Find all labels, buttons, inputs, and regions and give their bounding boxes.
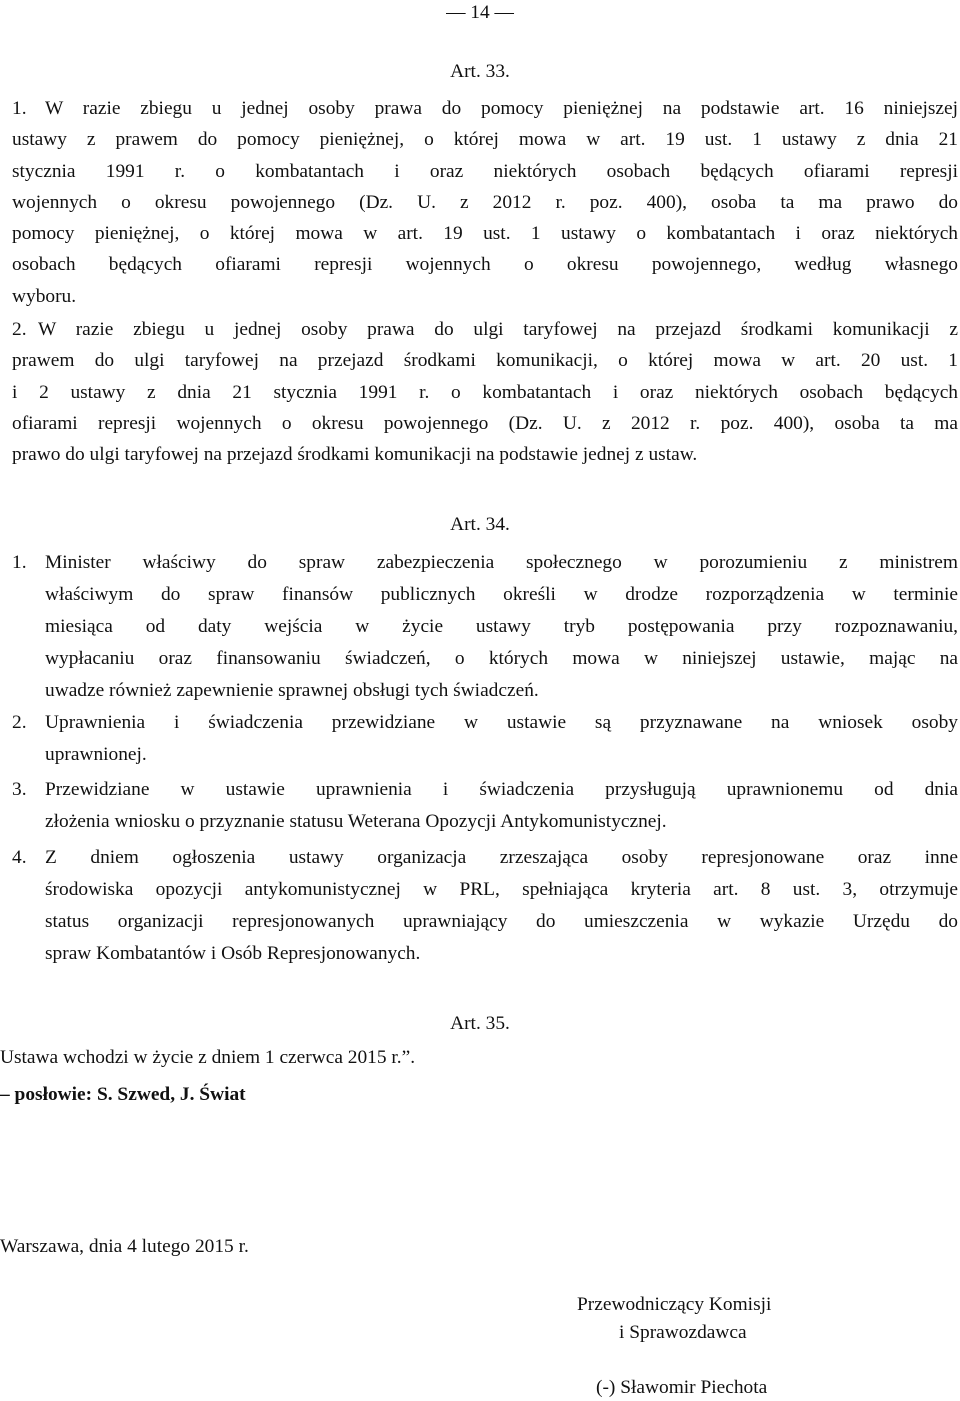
art34-p1-line-5: uwadze również zapewnienie sprawnej obsługi tych świadczeń.: [45, 680, 539, 701]
authors-line: – posłowie: S. Szwed, J. Świat: [0, 1084, 246, 1105]
art34-p4-line-4: spraw Kombatantów i Osób Represjonowanych.: [45, 943, 421, 964]
art33-paragraph-2: [12, 314, 958, 470]
art33-p1-line-5: pomocy pieniężnej, o której mowa w art. 19 ust. 1 ustawy o kombatantach i oraz niektórych: [12, 223, 958, 245]
signature-name: (-) Sławomir Piechota: [596, 1377, 768, 1398]
art33-p2-line-2: prawem do ulgi taryfowej na przejazd środkami komunikacji, o której mowa w art. 20 ust. 1: [12, 350, 958, 372]
art34-p1-line-4: wypłacaniu oraz finansowaniu świadczeń, o których mowa w niniejszej ustawie, mając na: [45, 648, 958, 669]
art33-p1-line-6: osobach będących ofiarami represji wojennych o okresu powojennego, według własnego: [12, 254, 958, 276]
art34-p4-line-2: środowiska opozycji antykomunistycznej w PRL, spełniająca kryteria art. 8 ust. 3, otrzymuje: [45, 879, 958, 900]
art34-p3-line-1: 3. Przewidziane w ustawie uprawnienia i świadczenia przysługują uprawnionemu od dnia: [12, 779, 958, 800]
art33-p1-line-2: ustawy z prawem do pomocy pieniężnej, o której mowa w art. 19 ust. 1 ustawy z dnia 21: [12, 129, 958, 151]
art33-p2-line-5: prawo do ulgi taryfowej na przejazd środkami komunikacji na podstawie jednej z ustaw.: [12, 444, 698, 466]
article-33-title: Art. 33.: [450, 61, 510, 82]
art34-paragraph-3: [12, 774, 958, 838]
art34-paragraph-4: [12, 842, 958, 970]
signature-role-line-2: i Sprawozdawca: [619, 1322, 747, 1343]
art34-p1-line-1: 1. Minister właściwy do spraw zabezpieczenia społecznego w porozumieniu z ministrem: [12, 552, 958, 573]
art34-p1-line-2: właściwym do spraw finansów publicznych określi w drodze rozporządzenia w terminie: [45, 584, 958, 605]
art34-p4-line-1: 4. Z dniem ogłoszenia ustawy organizacja zrzeszająca osoby represjonowane oraz inne: [12, 847, 958, 868]
article-34-title: Art. 34.: [450, 514, 510, 535]
art34-p2-line-1: 2. Uprawnienia i świadczenia przewidziane w ustawie są przyznawane na wniosek osoby: [12, 712, 958, 733]
art34-p3-line-2: złożenia wniosku o przyznanie statusu Weterana Opozycji Antykomunistycznej.: [45, 811, 667, 832]
art34-p2-line-2: uprawnionej.: [45, 744, 147, 765]
art35-text: Ustawa wchodzi w życie z dniem 1 czerwca 2015 r.”.: [0, 1047, 416, 1068]
art33-p2-line-3: i 2 ustawy z dnia 21 stycznia 1991 r. o kombatantach i oraz niektórych osobach będących: [12, 381, 958, 403]
page-number: — 14 —: [446, 2, 514, 23]
art34-p4-line-3: status organizacji represjonowanych uprawniający do umieszczenia w wykazie Urzędu do: [45, 911, 958, 932]
art33-p1-line-7: wyboru.: [12, 285, 77, 307]
art33-p1-line-3: stycznia 1991 r. o kombatantach i oraz niektórych osobach będących ofiarami represji: [12, 160, 958, 182]
art33-p1-line-4: wojennych o okresu powojennego (Dz. U. z 2012 r. poz. 400), osoba ta ma prawo do: [12, 191, 958, 213]
art33-p2-line-1: 2. W razie zbiegu u jednej osoby prawa do ulgi taryfowej na przejazd środkami komunikacji z: [12, 319, 958, 340]
place-date: Warszawa, dnia 4 lutego 2015 r.: [0, 1236, 249, 1257]
art34-paragraph-2: [12, 707, 958, 771]
art33-paragraph-1: [12, 93, 958, 312]
art33-p2-line-4: ofiarami represji wojennych o okresu powojennego (Dz. U. z 2012 r. poz. 400), osoba ta ma: [12, 412, 958, 434]
art33-p1-line-1: 1. W razie zbiegu u jednej osoby prawa do pomocy pieniężnej na podstawie art. 16 niniejszej: [12, 98, 958, 119]
signature-role-line-1: Przewodniczący Komisji: [577, 1294, 772, 1315]
art34-p1-line-3: miesiąca od daty wejścia w życie ustawy tryb postępowania przy rozpoznawaniu,: [45, 616, 958, 637]
article-35-title: Art. 35.: [450, 1013, 510, 1034]
art34-paragraph-1: [12, 547, 958, 707]
